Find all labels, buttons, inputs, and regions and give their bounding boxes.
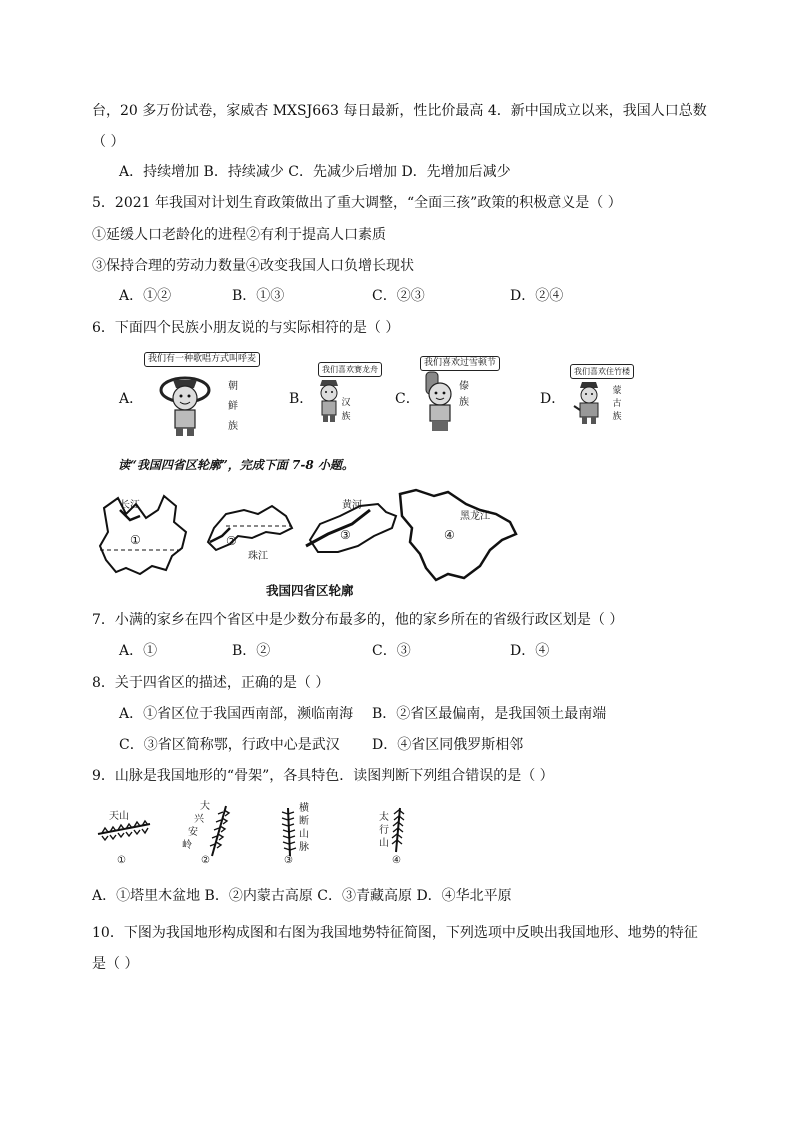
intro-7-8: 读“我国四省区轮廓”，完成下面 7-8 小题。 xyxy=(118,458,354,472)
mountain-4-char-1: 太 xyxy=(379,812,389,823)
q8-stem: 8．关于四省区的描述，正确的是（ ） xyxy=(92,675,330,691)
q6-speech-c: 我们喜欢过雪顿节 xyxy=(420,356,500,371)
q10-line1: 10．下图为我国地形构成图和右图为我国地势特征简图，下列选项中反映出我国地形、地势的特征 xyxy=(92,925,698,941)
q8-option-c: C．③省区简称鄂，行政中心是武汉 xyxy=(119,737,340,753)
q7-option-d: D．④ xyxy=(510,643,550,659)
q6-letter-c: C． xyxy=(395,391,420,407)
child-figure-a xyxy=(160,366,220,442)
mountain-1-num: ① xyxy=(117,855,126,866)
q6-speech-b: 我们喜欢赛龙舟 xyxy=(318,362,382,377)
map-label-zhujiang: 珠江 xyxy=(248,551,268,562)
map-num-2: ② xyxy=(226,534,237,548)
mountain-3-char-2: 断 xyxy=(299,816,309,827)
q4-line1: 台，20 多万份试卷，家威杏 MXSJ663 每日最新，性比价最高 4．新中国成立以来，我国人口总数 xyxy=(92,103,707,119)
province-outline-map xyxy=(96,488,536,588)
q5-stem: 5．2021 年我国对计划生育政策做出了重大调整，“全面三孩”政策的积极意义是（ ） xyxy=(92,195,622,211)
q7-stem: 7．小满的家乡在四个省区中是少数分布最多的，他的家乡所在的省级行政区划是（ ） xyxy=(92,612,624,628)
q6-ethnic-b-2: 族 xyxy=(341,412,351,422)
q6-speech-a: 我们有一种歌唱方式叫呼麦 xyxy=(144,352,260,367)
child-figure-d xyxy=(572,380,606,428)
q10-line2: 是（ ） xyxy=(92,956,139,972)
mountain-3-char-4: 脉 xyxy=(299,842,309,853)
q5-statement-2: ③保持合理的劳动力数量④改变我国人口负增长现状 xyxy=(92,258,414,274)
q6-ethnic-b-1: 汉 xyxy=(341,398,351,408)
q9-stem: 9．山脉是我国地形的“骨架”，各具特色．读图判断下列组合错误的是（ ） xyxy=(92,768,554,784)
q7-option-b: B．② xyxy=(232,643,271,659)
q6-ethnic-c-2: 族 xyxy=(459,397,469,408)
mountain-3-char-1: 横 xyxy=(299,803,309,814)
q6-ethnic-a-3: 族 xyxy=(228,421,238,432)
q8-option-a: A．①省区位于我国西南部，濒临南海 xyxy=(119,706,354,722)
map-label-changjiang: 长江 xyxy=(120,500,140,511)
map-label-heilongjiang: 黑龙江 xyxy=(460,511,490,522)
mountain-2-char-4: 岭 xyxy=(182,840,192,851)
mountain-4-char-2: 行 xyxy=(379,825,389,836)
q6-stem: 6．下面四个民族小朋友说的与实际相符的是（ ） xyxy=(92,320,400,336)
q6-ethnic-c-1: 傣 xyxy=(459,381,469,392)
child-figure-c xyxy=(418,370,462,436)
mountain-3-num: ③ xyxy=(284,855,293,866)
q5-statement-1: ①延缓人口老龄化的进程②有利于提高人口素质 xyxy=(92,227,386,243)
q6-letter-a: A． xyxy=(119,391,144,407)
q6-ethnic-d-1: 蒙 xyxy=(612,386,622,396)
q8-option-d: D．④省区同俄罗斯相邻 xyxy=(372,737,524,753)
q5-option-a: A．①② xyxy=(119,288,172,304)
mountain-2-char-1: 大 xyxy=(200,801,210,812)
q5-option-c: C．②③ xyxy=(372,288,425,304)
map-label-huanghe: 黄河 xyxy=(342,500,362,511)
map-caption: 我国四省区轮廓 xyxy=(266,583,354,598)
mountain-1-name: 天山 xyxy=(109,811,129,822)
q8-option-b: B．②省区最偏南，是我国领土最南端 xyxy=(372,706,607,722)
q5-option-b: B．①③ xyxy=(232,288,285,304)
q6-ethnic-a-2: 鲜 xyxy=(228,401,238,412)
q9-options: A．①塔里木盆地 B．②内蒙古高原 C．③青藏高原 D．④华北平原 xyxy=(92,888,512,904)
mountain-range-4 xyxy=(388,806,410,854)
q6-ethnic-a-1: 朝 xyxy=(228,381,238,392)
mountain-4-num: ④ xyxy=(392,855,401,866)
mountain-4-char-3: 山 xyxy=(379,838,389,849)
mountain-2-char-2: 兴 xyxy=(194,814,204,825)
q6-letter-d: D． xyxy=(540,391,566,407)
map-num-1: ① xyxy=(130,533,141,547)
map-num-4: ④ xyxy=(444,528,455,542)
mountain-2-char-3: 安 xyxy=(188,827,198,838)
q4-options: A．持续增加 B．持续减少 C．先减少后增加 D．先增加后减少 xyxy=(119,164,511,180)
map-num-3: ③ xyxy=(340,528,351,542)
q7-option-c: C．③ xyxy=(372,643,411,659)
q6-speech-d: 我们喜欢住竹楼 xyxy=(570,364,634,379)
q6-letter-b: B． xyxy=(289,391,314,407)
q7-option-a: A．① xyxy=(119,643,158,659)
q6-ethnic-d-3: 族 xyxy=(612,412,622,422)
q4-line2: （ ） xyxy=(92,134,125,150)
q6-ethnic-d-2: 古 xyxy=(612,399,622,409)
mountain-2-num: ② xyxy=(201,855,210,866)
mountain-3-char-3: 山 xyxy=(299,829,309,840)
q5-option-d: D．②④ xyxy=(510,288,564,304)
